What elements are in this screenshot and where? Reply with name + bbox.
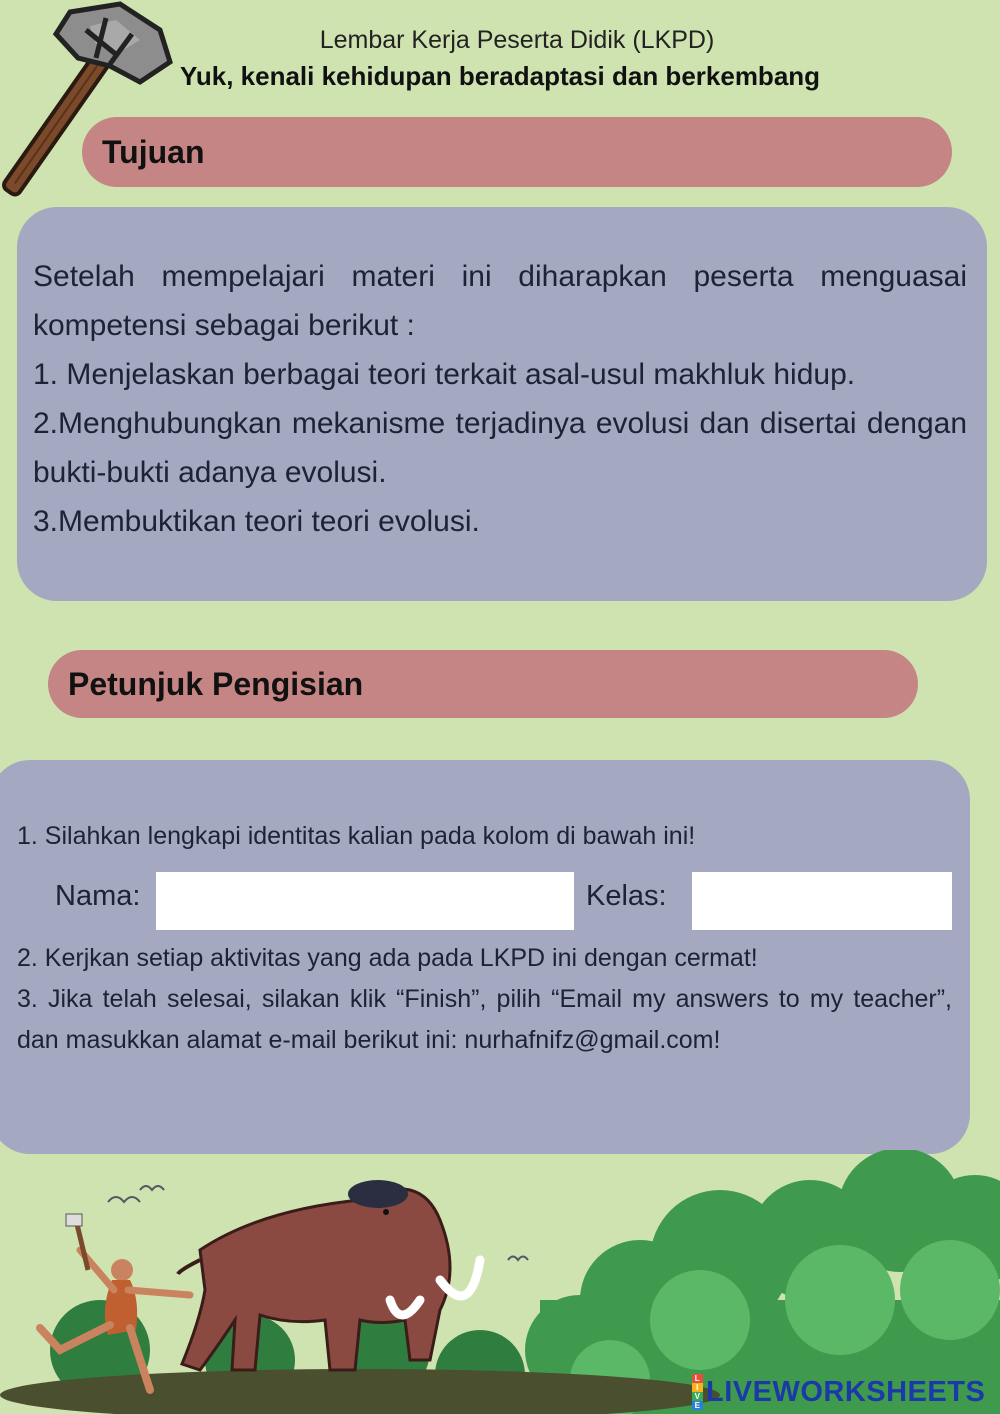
petunjuk-step-2: 2. Kerjkan setiap aktivitas yang ada pada LKPD ini dengan cermat!	[17, 944, 758, 972]
petunjuk-heading-label: Petunjuk Pengisian	[68, 665, 364, 702]
petunjuk-steps-2-3	[17, 938, 952, 1061]
tujuan-intro-line1: Setelah mempelajari materi ini diharapkan peserta menguasai	[33, 260, 967, 293]
petunjuk-step-1: 1. Silahkan lengkapi identitas kalian pada kolom di bawah ini!	[17, 822, 696, 850]
live-badge-icon: L I V E	[692, 1374, 703, 1410]
tujuan-item-2: 2.Menghubungkan mekanisme terjadinya evolusi dan disertai dengan bukti-bukti adanya evolusi.	[33, 407, 967, 489]
nama-input[interactable]	[156, 872, 574, 930]
tujuan-content	[33, 252, 967, 546]
tujuan-item-3: 3.Membuktikan teori teori evolusi.	[33, 505, 480, 538]
brand-name: LIVEWORKSHEETS	[706, 1375, 986, 1408]
worksheet-subtitle: Lembar Kerja Peserta Didik (LKPD)	[319, 26, 715, 54]
liveworksheets-logo	[692, 1374, 985, 1410]
tujuan-heading-label: Tujuan	[102, 133, 205, 170]
kelas-label: Kelas:	[586, 880, 667, 912]
worksheet-title: Yuk, kenali kehidupan beradaptasi dan berkembang	[179, 61, 821, 91]
petunjuk-heading	[48, 650, 918, 718]
kelas-input[interactable]	[692, 872, 952, 930]
nama-label: Nama:	[55, 880, 141, 912]
petunjuk-step-3: 3. Jika telah selesai, silakan klik “Finish”, pilih “Email my answers to my teacher”, dan masukkan alamat e-mail berikut ini: nurhafnifz@gmail.com!	[17, 985, 952, 1054]
tujuan-intro-line2: kompetensi sebagai berikut :	[33, 309, 415, 342]
tujuan-heading	[82, 117, 952, 187]
tujuan-item-1: 1. Menjelaskan berbagai teori terkait asal-usul makhluk hidup.	[33, 358, 856, 391]
